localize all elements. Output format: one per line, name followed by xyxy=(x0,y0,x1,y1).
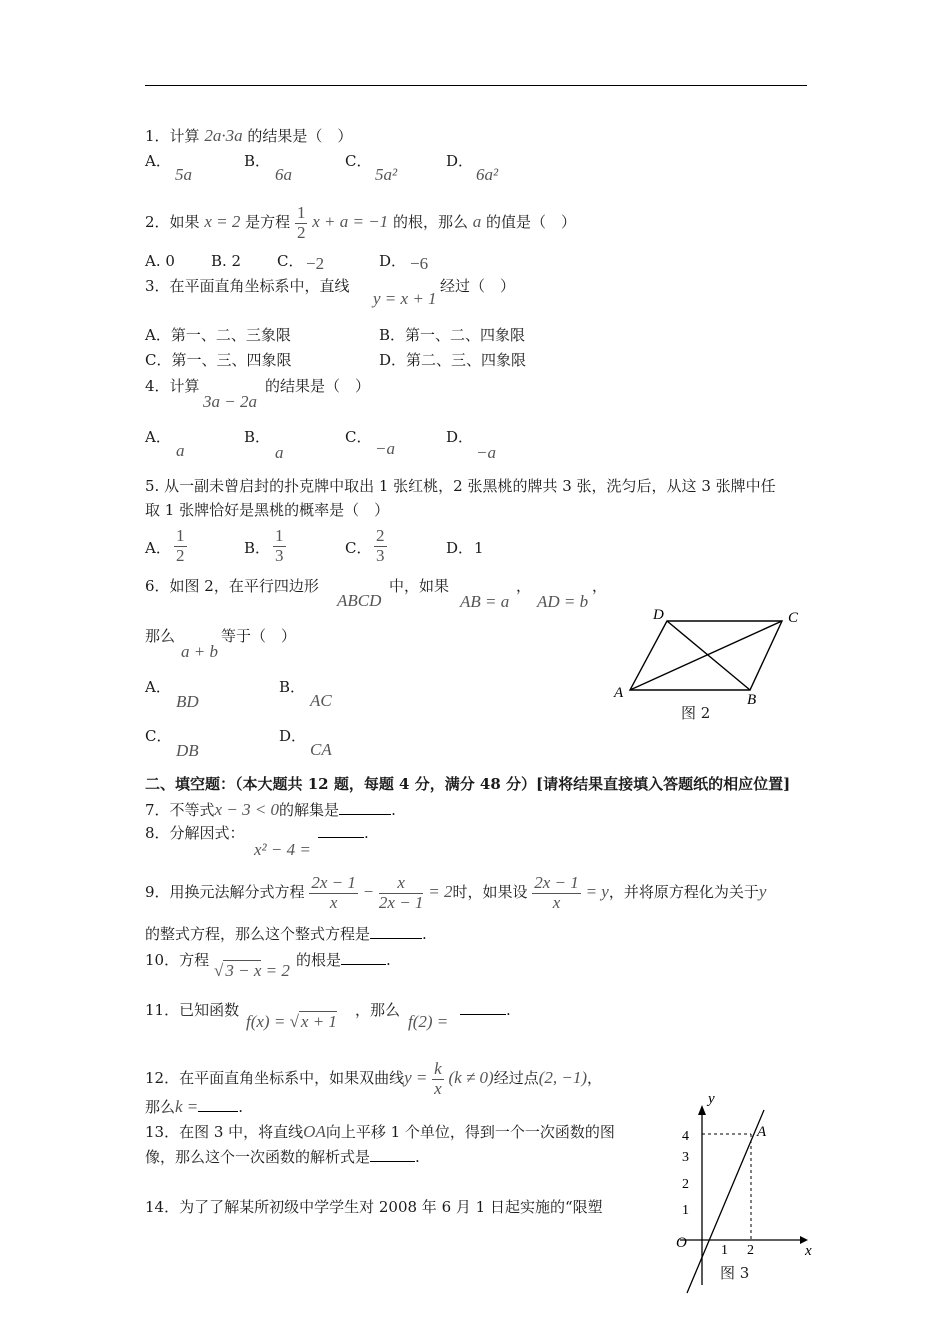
q1-label-c: C． xyxy=(345,152,372,170)
x-tick-1: 1 xyxy=(721,1243,728,1258)
q12-stem: 12．在平面直角坐标系中，如果双曲线 xyxy=(145,1069,405,1088)
q2-choice-c: −2 xyxy=(306,254,325,273)
q11-function: f(x) = √ x + 1 xyxy=(246,1012,337,1031)
q13-tail: 向上平移 1 个单位，得到一个一次函数的图 xyxy=(325,1123,615,1141)
q9-equals: = 2 xyxy=(428,882,453,902)
q2-label-c: C． xyxy=(277,252,304,270)
q10-end: . xyxy=(386,951,391,969)
q5-choice-c xyxy=(374,527,387,565)
q5-c-denominator: 3 xyxy=(376,545,385,565)
q12-k-equals: k = xyxy=(175,1097,199,1116)
q1-stem xyxy=(145,127,352,144)
q5-b-denominator: 3 xyxy=(275,545,284,565)
q4-label-c: C． xyxy=(345,428,372,446)
q1-choice-c: 5a² xyxy=(375,165,398,184)
q12-numerator: k xyxy=(434,1059,442,1078)
q3-choice-b: B．第一、二、四象限 xyxy=(379,326,526,344)
vertex-label-d: D xyxy=(653,607,664,623)
q3-choice-d: D．第二、三、四象限 xyxy=(379,351,527,369)
q9-minus: − xyxy=(362,882,375,902)
q10-equation: √ 3 − x = 2 xyxy=(214,961,290,980)
q12-tail: ， xyxy=(587,1069,603,1088)
q9-end: . xyxy=(422,925,427,943)
vertex-label-a: A xyxy=(614,685,624,701)
q2-fraction xyxy=(295,204,308,242)
q11-mid: ，那么 xyxy=(355,1001,401,1019)
q13-end: . xyxy=(415,1148,420,1166)
q12-point: (2, −1) xyxy=(538,1068,587,1088)
q1-choice-b: 6a xyxy=(275,165,292,184)
q2-mid: 是方程 xyxy=(245,213,291,232)
q10-radicand: 3 − x xyxy=(225,961,262,980)
q5-c-numerator: 2 xyxy=(376,526,385,545)
q12-condition: (k ≠ 0) xyxy=(448,1068,494,1088)
q8-answer xyxy=(318,826,369,841)
q8-expression: x² − 4 = xyxy=(254,840,311,859)
x-tick-2: 2 xyxy=(747,1243,754,1258)
q13-line1 xyxy=(145,1123,615,1140)
q12-answer-blank xyxy=(198,1111,238,1112)
figure-3-caption: 图 3 xyxy=(720,1264,750,1282)
q5-choice-d: 1 xyxy=(474,539,484,557)
q7-answer-blank xyxy=(339,814,391,815)
q2-tail: 的值是（ ） xyxy=(486,213,577,232)
vertex-label-c: C xyxy=(788,610,799,626)
q5-label-b: B． xyxy=(244,539,271,557)
q3-choice-a: A．第一、二、三象限 xyxy=(145,326,291,344)
figure-2-caption: 图 2 xyxy=(681,704,711,722)
q4-expression: 3a − 2a xyxy=(203,392,257,411)
q10-answer xyxy=(296,953,391,968)
diagonal-ac xyxy=(630,621,782,690)
q5-label-c: C． xyxy=(345,539,372,557)
q11-f2: f(2) = xyxy=(408,1012,449,1031)
q4-choice-a: a xyxy=(176,441,185,460)
q2-choice-d: −6 xyxy=(410,254,429,273)
q9-f3-denominator: x xyxy=(552,892,561,912)
q1-tail: 的结果是（ ） xyxy=(247,127,353,145)
q12-fraction xyxy=(432,1060,444,1098)
q14-stem: 14．为了了解某所初级中学学生对 2008 年 6 月 1 日起实施的“限塑 xyxy=(145,1198,603,1216)
q6-label-d: D． xyxy=(279,727,307,745)
q3-tail: 经过（ ） xyxy=(440,277,516,295)
q5-line1: 5. 从一副未曾启封的扑克牌中取出 1 张红桃，2 张黑桃的牌共 3 张，洗匀后，从这 3 张牌中任 xyxy=(145,477,776,495)
q13-line2-text: 像，那么这个一次函数的解析式是 xyxy=(145,1148,371,1166)
q7-tail: 的解集是 xyxy=(279,801,340,819)
q5-choice-a xyxy=(174,527,187,565)
q5-a-denominator: 2 xyxy=(176,545,185,565)
point-a-label: A xyxy=(757,1124,767,1140)
q12-y-equals: y = xyxy=(404,1068,428,1088)
q6-comma2: ， xyxy=(592,577,608,595)
q4-tail: 的结果是（ ） xyxy=(265,377,371,395)
q2-condition: x = 2 xyxy=(204,212,241,232)
q7-stem: 7．不等式 xyxy=(145,801,215,819)
q9-line2 xyxy=(145,927,427,942)
q6-line2: 那么 xyxy=(145,627,176,645)
q5-label-d: D． xyxy=(446,539,474,557)
q7-expression: x − 3 < 0 xyxy=(214,800,280,819)
q10-equals: = 2 xyxy=(265,961,290,980)
header-rule xyxy=(145,85,807,86)
q6-choice-b: AC xyxy=(310,691,332,710)
q11-fx: f(x) = xyxy=(246,1012,286,1031)
q2-label-d: D． xyxy=(379,252,407,270)
y-tick-2: 2 xyxy=(682,1177,689,1192)
q9-stem: 9．用换元法解分式方程 xyxy=(145,883,305,902)
q12-line1 xyxy=(145,1060,602,1098)
q2-frac-numerator: 1 xyxy=(296,203,306,222)
q10-answer-blank xyxy=(341,964,386,965)
q11-answer-blank xyxy=(460,1014,506,1015)
q9-equals-y: = y xyxy=(585,882,609,902)
q4-choice-c: −a xyxy=(375,439,395,458)
q5-label-a: A． xyxy=(145,539,171,557)
q2-equation: x + a = −1 xyxy=(312,212,389,232)
diagonal-db xyxy=(667,621,750,690)
q1-choice-d: 6a² xyxy=(476,165,499,184)
q6-label-b: B． xyxy=(279,678,306,696)
q5-b-numerator: 1 xyxy=(275,526,284,545)
q9-fraction-1 xyxy=(309,874,358,912)
q9-mid: 时，如果设 xyxy=(452,883,528,902)
origin-label: O xyxy=(676,1235,687,1251)
q6-choice-d: CA xyxy=(310,740,332,759)
q9-f2-denominator: 2x − 1 xyxy=(378,892,424,912)
q13-answer-blank xyxy=(370,1161,415,1162)
q4-choice-d: −a xyxy=(476,443,496,462)
q12-mid: 经过点 xyxy=(493,1069,539,1088)
q3-expression: y = x + 1 xyxy=(373,289,437,308)
q12-denominator: x xyxy=(434,1078,442,1098)
vertex-label-b: B xyxy=(747,692,757,708)
q4-choice-b: a xyxy=(275,443,284,462)
q9-mid2: ，并将原方程化为关于 xyxy=(608,883,759,902)
q13-line2 xyxy=(145,1150,420,1165)
q6-cond1: AB = a xyxy=(460,592,510,611)
q9-f2-numerator: x xyxy=(379,874,424,894)
y-axis-arrow xyxy=(698,1105,706,1115)
section-2-heading: 二、填空题：（本大题共 12 题，每题 4 分，满分 48 分）[请将结果直接填入答题纸的相应位置] xyxy=(145,775,791,793)
q5-line2: 取 1 张牌恰好是黑桃的概率是（ ） xyxy=(145,501,390,519)
q9-variable: y xyxy=(758,882,767,902)
q13-line-oa: OA xyxy=(303,1122,326,1141)
y-axis-label: y xyxy=(708,1091,715,1107)
q3-stem: 3．在平面直角坐标系中，直线 xyxy=(145,277,350,295)
q6-cond2: AD = b xyxy=(537,592,589,611)
q4-label-b: B． xyxy=(244,428,271,446)
q4-stem: 4．计算 xyxy=(145,377,200,395)
q11-end: . xyxy=(506,1001,511,1019)
q9-line1 xyxy=(145,874,766,912)
q7-end: . xyxy=(391,801,396,819)
y-tick-4: 4 xyxy=(682,1129,689,1144)
q6-choice-c: DB xyxy=(176,741,199,760)
q9-fraction-2 xyxy=(379,874,424,912)
q2-frac-denominator: 2 xyxy=(296,222,306,242)
q1-expression: 2a·3a xyxy=(204,126,243,145)
q13-stem: 13．在图 3 中，将直线 xyxy=(145,1123,304,1141)
q3-choice-c: C．第一、三、四象限 xyxy=(145,351,292,369)
q9-f1-numerator: 2x − 1 xyxy=(311,873,356,892)
q1-choice-a: 5a xyxy=(175,165,192,184)
q10-tail: 的根是 xyxy=(296,951,342,969)
q1-number: 1．计算 xyxy=(145,127,200,145)
q6-comma: ， xyxy=(516,577,532,595)
q9-line2-text: 的整式方程，那么这个整式方程是 xyxy=(145,925,371,943)
q6-stem: 6．如图 2，在平行四边形 xyxy=(145,577,319,595)
q10-stem: 10．方程 xyxy=(145,951,210,969)
q6-label-a: A． xyxy=(145,678,171,696)
q6-expression: a + b xyxy=(181,642,218,661)
q8-stem: 8．分解因式： xyxy=(145,824,245,842)
q2-choice-b: B. 2 xyxy=(211,252,242,270)
x-axis-label: x xyxy=(805,1243,812,1259)
q5-choice-b xyxy=(273,527,286,565)
q6-label-c: C． xyxy=(145,727,172,745)
y-tick-3: 3 xyxy=(682,1150,689,1165)
q6-mid: 中，如果 xyxy=(389,577,450,595)
q11-answer xyxy=(460,1003,511,1018)
q2-variable: a xyxy=(472,212,482,232)
q1-label-d: D． xyxy=(446,152,474,170)
q6-shape: ABCD xyxy=(337,591,382,610)
q8-end: . xyxy=(364,824,369,842)
q7-line xyxy=(145,801,396,818)
q2-mid2: 的根，那么 xyxy=(392,213,468,232)
q2-stem xyxy=(145,204,576,242)
q11-radicand: x + 1 xyxy=(300,1012,337,1031)
y-tick-1: 1 xyxy=(682,1203,689,1218)
q2-number: 2．如果 xyxy=(145,213,200,232)
q12-line2 xyxy=(145,1098,243,1115)
q4-label-d: D． xyxy=(446,428,474,446)
q9-answer-blank xyxy=(370,938,422,939)
q9-fraction-3 xyxy=(532,874,581,912)
q12-end: . xyxy=(238,1098,244,1116)
q2-choice-a: A. 0 xyxy=(145,252,175,270)
q5-a-numerator: 1 xyxy=(176,526,185,545)
q6-choice-a: BD xyxy=(176,692,199,711)
q12-line2-text: 那么 xyxy=(145,1098,176,1116)
q1-label-b: B． xyxy=(244,152,271,170)
q4-label-a: A． xyxy=(145,428,171,446)
q1-label-a: A． xyxy=(145,152,171,170)
q6-tail: 等于（ ） xyxy=(221,627,297,645)
q9-f3-numerator: 2x − 1 xyxy=(534,873,579,892)
q8-answer-blank xyxy=(318,837,364,838)
q11-stem: 11．已知函数 xyxy=(145,1001,240,1019)
q9-f1-denominator: x xyxy=(329,892,338,912)
